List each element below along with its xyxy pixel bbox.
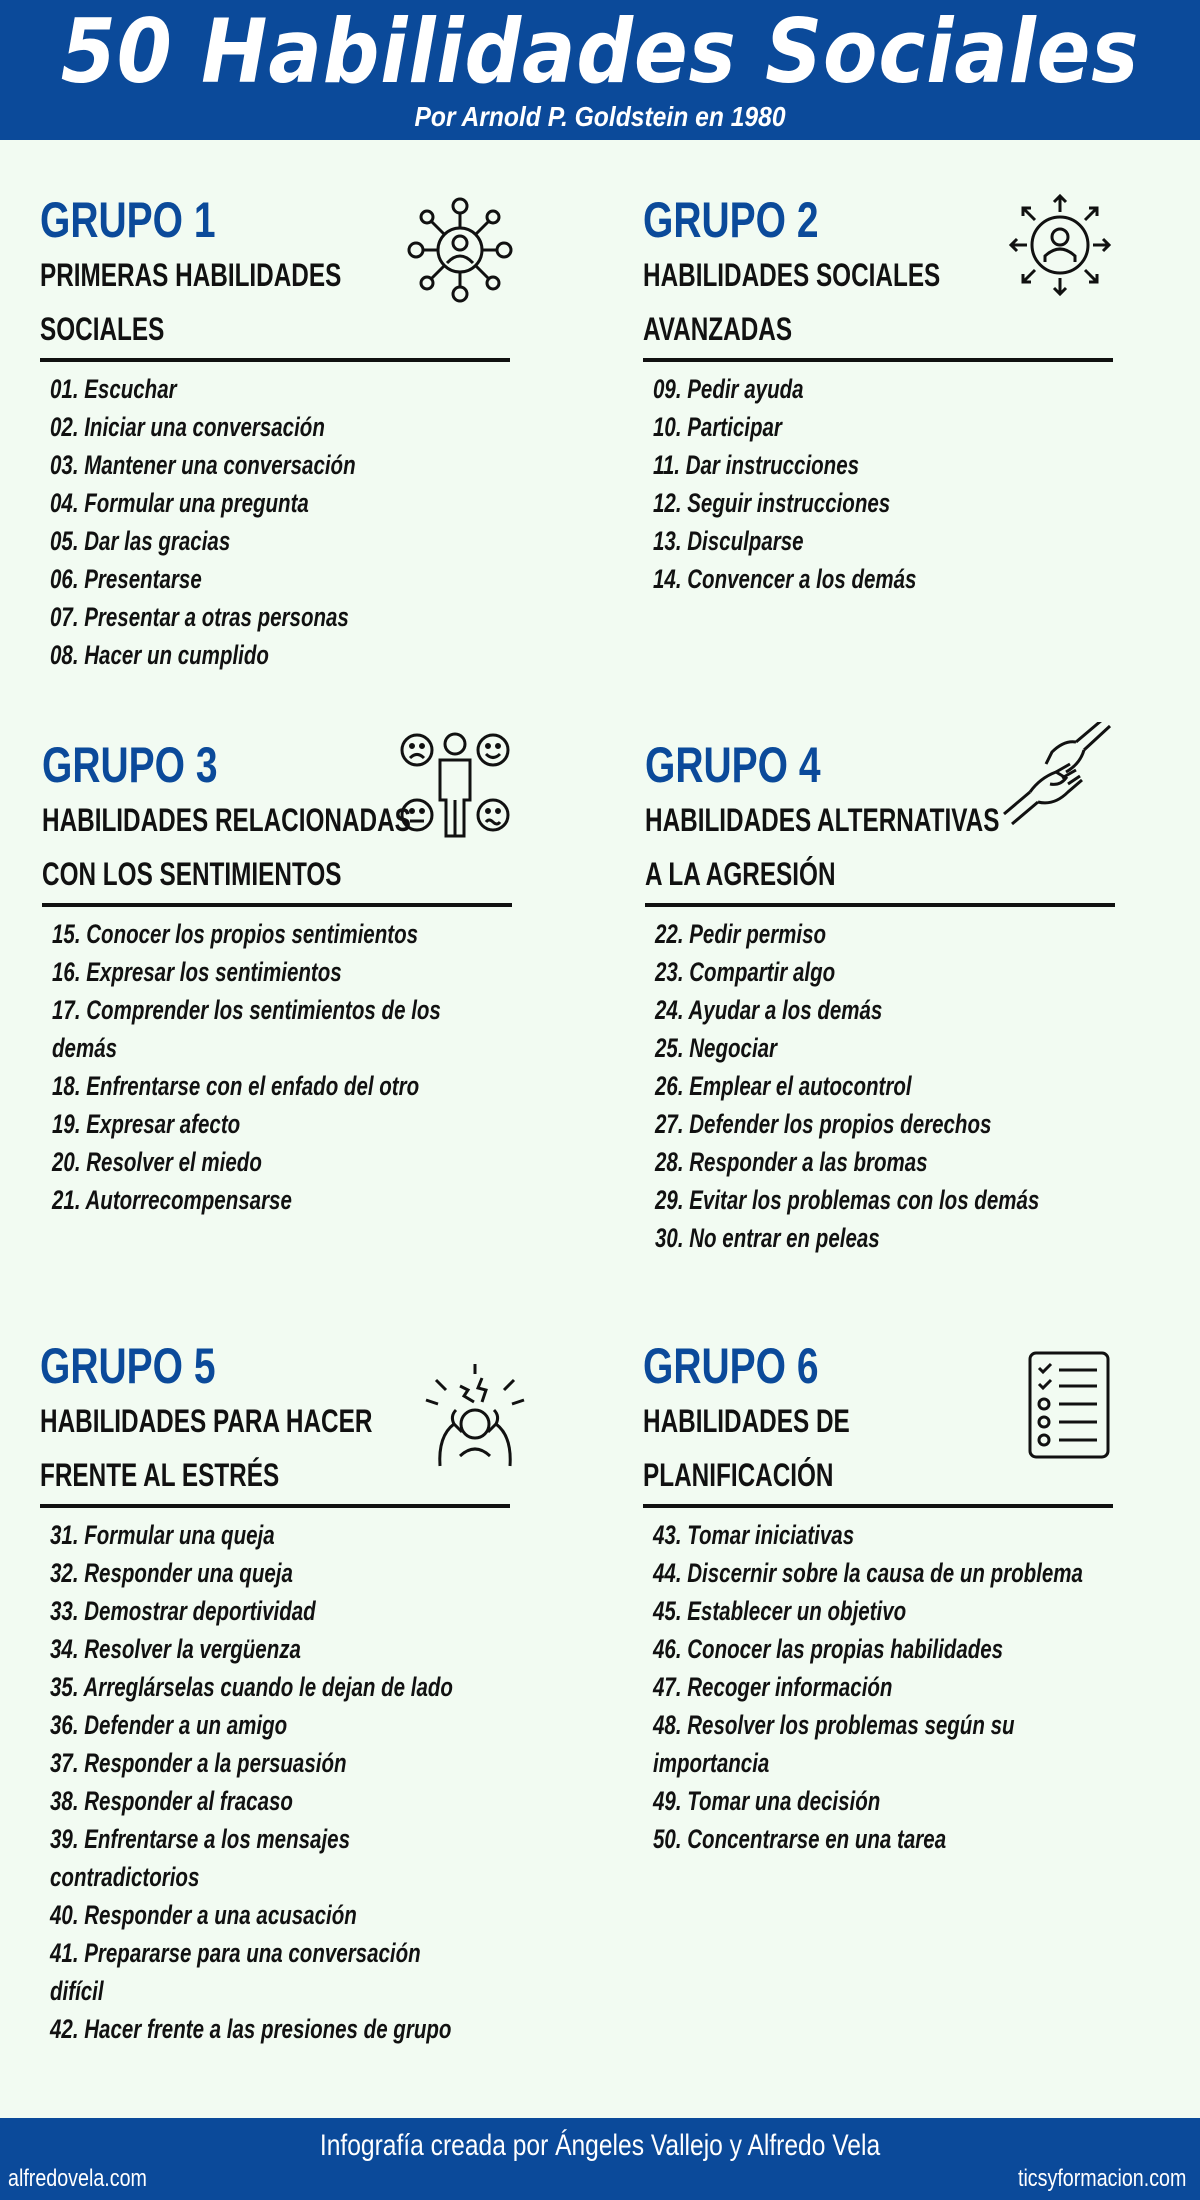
skill-item: 48. Resolver los problemas según su (653, 1710, 1015, 1740)
skill-item: 36. Defender a un amigo (50, 1710, 288, 1740)
skill-item: 10. Participar (653, 412, 782, 442)
skill-item: 33. Demostrar deportividad (50, 1596, 316, 1626)
page-subtitle: Por Arnold P. Goldstein en 1980 (414, 101, 786, 132)
skill-item: 26. Emplear el autocontrol (655, 1071, 912, 1101)
skill-list (643, 370, 1200, 598)
helping-hands-icon (1000, 722, 1110, 832)
skill-item: 03. Mantener una conversación (50, 450, 356, 480)
group-title: GRUPO 3 (42, 737, 218, 793)
stressed-person-icon (420, 1360, 530, 1470)
skill-item: 39. Enfrentarse a los mensajes (50, 1824, 350, 1854)
skill-item: 25. Negociar (655, 1033, 778, 1063)
skill-item: 15. Conocer los propios sentimientos (52, 919, 419, 949)
group-title: GRUPO 2 (643, 192, 819, 248)
skill-item: 02. Iniciar una conversación (50, 412, 325, 442)
group-divider (643, 1504, 1113, 1508)
skill-item: 40. Responder a una acusación (50, 1900, 357, 1930)
skill-item: 01. Escuchar (50, 374, 177, 404)
skill-item: 35. Arreglárselas cuando le dejan de lado (50, 1672, 453, 1702)
group-subtitle-line1: HABILIDADES SOCIALES (643, 257, 941, 293)
skill-item: difícil (50, 1976, 104, 2006)
group-subtitle-line2: PLANIFICACIÓN (643, 1457, 834, 1493)
group-subtitle-line1: HABILIDADES ALTERNATIVAS (645, 802, 1000, 838)
footer-credit: Infografía creada por Ángeles Vallejo y Alfredo Vela (319, 2129, 881, 2162)
skill-item: 47. Recoger información (653, 1672, 893, 1702)
skill-item: 37. Responder a la persuasión (50, 1748, 347, 1778)
skill-item: importancia (653, 1748, 770, 1778)
group-subtitle-line1: HABILIDADES RELACIONADAS (42, 802, 411, 838)
person-emotions-icon (400, 730, 510, 840)
skill-item: 28. Responder a las bromas (655, 1147, 928, 1177)
group-subtitle-line2: CON LOS SENTIMIENTOS (42, 856, 342, 892)
skill-item: 30. No entrar en peleas (655, 1223, 880, 1253)
skill-list (40, 1516, 680, 2048)
skill-item: 11. Dar instrucciones (653, 450, 860, 480)
network-people-icon (405, 195, 515, 305)
skill-item: 17. Comprender los sentimientos de los (52, 995, 441, 1025)
skill-list (40, 370, 680, 674)
group-divider (42, 903, 512, 907)
skill-item: 20. Resolver el miedo (52, 1147, 262, 1177)
skill-item: demás (52, 1033, 118, 1063)
skill-item: 43. Tomar iniciativas (653, 1520, 855, 1550)
group-subtitle-line1: HABILIDADES DE (643, 1403, 850, 1439)
skill-item: 23. Compartir algo (655, 957, 836, 987)
checklist-icon (1025, 1350, 1135, 1460)
skill-item: contradictorios (50, 1862, 200, 1892)
skill-item: 06. Presentarse (50, 564, 202, 594)
header-banner (0, 0, 1200, 140)
group-subtitle-line2: A LA AGRESIÓN (645, 856, 836, 892)
person-arrows-icon (1005, 190, 1115, 300)
skill-item: 49. Tomar una decisión (653, 1786, 881, 1816)
skill-item: 14. Convencer a los demás (653, 564, 917, 594)
skill-item: 13. Disculparse (653, 526, 804, 556)
ticsyformacion-link[interactable]: ticsyformacion.com (1017, 2165, 1186, 2192)
group-subtitle-line2: AVANZADAS (643, 311, 793, 347)
skill-item: 31. Formular una queja (50, 1520, 275, 1550)
skill-list (42, 915, 682, 1219)
skill-item: 29. Evitar los problemas con los demás (655, 1185, 1040, 1215)
skill-list (645, 915, 1200, 1257)
skill-item: 09. Pedir ayuda (653, 374, 804, 404)
group-title: GRUPO 4 (645, 737, 821, 793)
group-divider (643, 358, 1113, 362)
group-divider (40, 1504, 510, 1508)
skill-item: 12. Seguir instrucciones (653, 488, 891, 518)
group-subtitle-line1: PRIMERAS HABILIDADES (40, 257, 342, 293)
group-subtitle-line2: FRENTE AL ESTRÉS (40, 1457, 280, 1493)
group-divider (40, 358, 510, 362)
skill-item: 08. Hacer un cumplido (50, 640, 269, 670)
skill-list (643, 1516, 1200, 1858)
skill-item: 45. Establecer un objetivo (653, 1596, 907, 1626)
alfredovela-link[interactable]: alfredovela.com (8, 2165, 147, 2192)
skill-item: 21. Autorrecompensarse (52, 1185, 292, 1215)
skill-item: 50. Concentrarse en una tarea (653, 1824, 947, 1854)
skill-item: 19. Expresar afecto (52, 1109, 241, 1139)
group-subtitle-line1: HABILIDADES PARA HACER (40, 1403, 373, 1439)
skill-item: 46. Conocer las propias habilidades (653, 1634, 1004, 1664)
skill-item: 38. Responder al fracaso (50, 1786, 293, 1816)
group-divider (645, 903, 1115, 907)
group-title: GRUPO 1 (40, 192, 216, 248)
group-title: GRUPO 6 (643, 1338, 819, 1394)
skill-item: 32. Responder una queja (50, 1558, 293, 1588)
skill-item: 05. Dar las gracias (50, 526, 231, 556)
skill-item: 42. Hacer frente a las presiones de grupo (50, 2014, 452, 2044)
page-title: 50 Habilidades Sociales (60, 0, 1140, 103)
skill-item: 34. Resolver la vergüenza (50, 1634, 301, 1664)
skill-item: 07. Presentar a otras personas (50, 602, 349, 632)
skill-item: 27. Defender los propios derechos (655, 1109, 992, 1139)
skill-item: 16. Expresar los sentimientos (52, 957, 342, 987)
group-title: GRUPO 5 (40, 1338, 216, 1394)
skill-item: 41. Prepararse para una conversación (50, 1938, 421, 1968)
skill-item: 04. Formular una pregunta (50, 488, 309, 518)
skill-item: 18. Enfrentarse con el enfado del otro (52, 1071, 420, 1101)
footer-banner (0, 2118, 1200, 2200)
skill-item: 44. Discernir sobre la causa de un problema (653, 1558, 1083, 1588)
skill-item: 22. Pedir permiso (655, 919, 827, 949)
skill-item: 24. Ayudar a los demás (655, 995, 883, 1025)
group-subtitle-line2: SOCIALES (40, 311, 165, 347)
